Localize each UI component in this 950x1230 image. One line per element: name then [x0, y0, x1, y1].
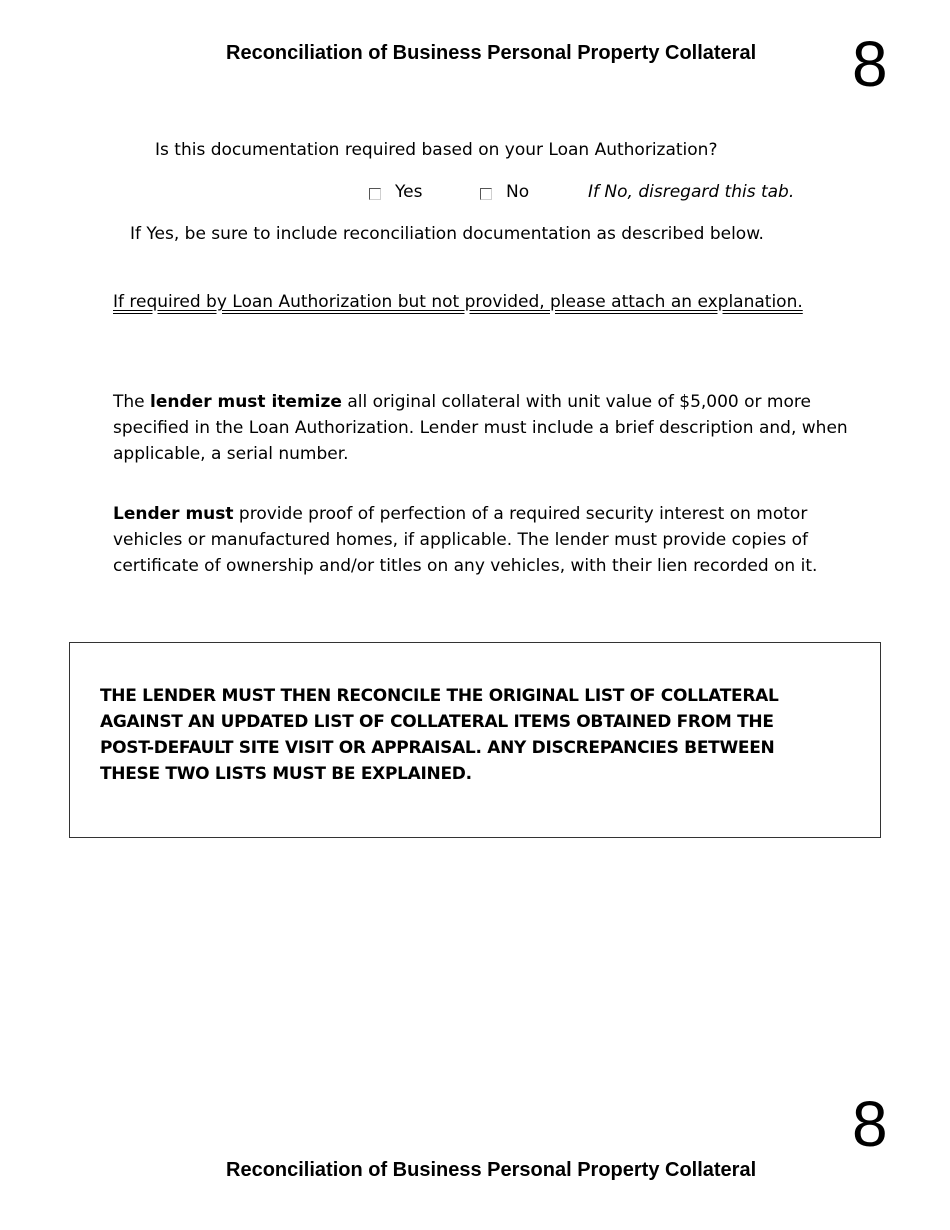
- yes-label: Yes: [395, 182, 423, 202]
- page-title: Reconciliation of Business Personal Property Collateral: [226, 42, 757, 64]
- tab-number-top: 8: [852, 28, 888, 100]
- itemize-text: all original collateral with unit value of $5,000 or more specified in the Loan Authorization. Lender must include a brief description and, when applicable, a serial number.: [113, 392, 848, 464]
- itemize-emphasis: lender must itemize: [150, 392, 342, 412]
- perfection-paragraph: [113, 501, 853, 579]
- yes-no-choice: [0, 182, 950, 206]
- no-checkbox[interactable]: [480, 188, 492, 200]
- no-label: No: [506, 182, 530, 202]
- no-disregard-note: If No, disregard this tab.: [588, 182, 795, 202]
- itemize-lead: The: [113, 392, 151, 412]
- tab-number-bottom: 8: [852, 1088, 888, 1160]
- itemize-paragraph: [113, 389, 853, 467]
- yes-instructions: If Yes, be sure to include reconciliation documentation as described below.: [130, 224, 764, 244]
- footer-title: Reconciliation of Business Personal Property Collateral: [226, 1159, 757, 1181]
- yes-checkbox[interactable]: [369, 188, 381, 200]
- reconcile-notice-text: THE LENDER MUST THEN RECONCILE THE ORIGINAL LIST OF COLLATERAL AGAINST AN UPDATED LIST OF COLLATERAL ITEMS OBTAINED FROM THE POST-DEFAULT SITE VISIT OR APPRAISAL. ANY DISCREPANCIES BETWEEN THESE TWO LISTS MUST BE EXPLAINED.: [100, 686, 779, 784]
- perfection-text: provide proof of perfection of a required security interest on motor vehicles or manufactured homes, if applicable. The lender must provide copies of certificate of ownership and/or titles on any vehicles, with their lien recorded on it.: [113, 504, 818, 576]
- reconcile-notice-box: [69, 642, 881, 838]
- required-question: Is this documentation required based on your Loan Authorization?: [155, 140, 718, 160]
- explanation-note: If required by Loan Authorization but not provided, please attach an explanation.: [113, 292, 803, 312]
- perfection-emphasis: Lender must: [113, 504, 234, 524]
